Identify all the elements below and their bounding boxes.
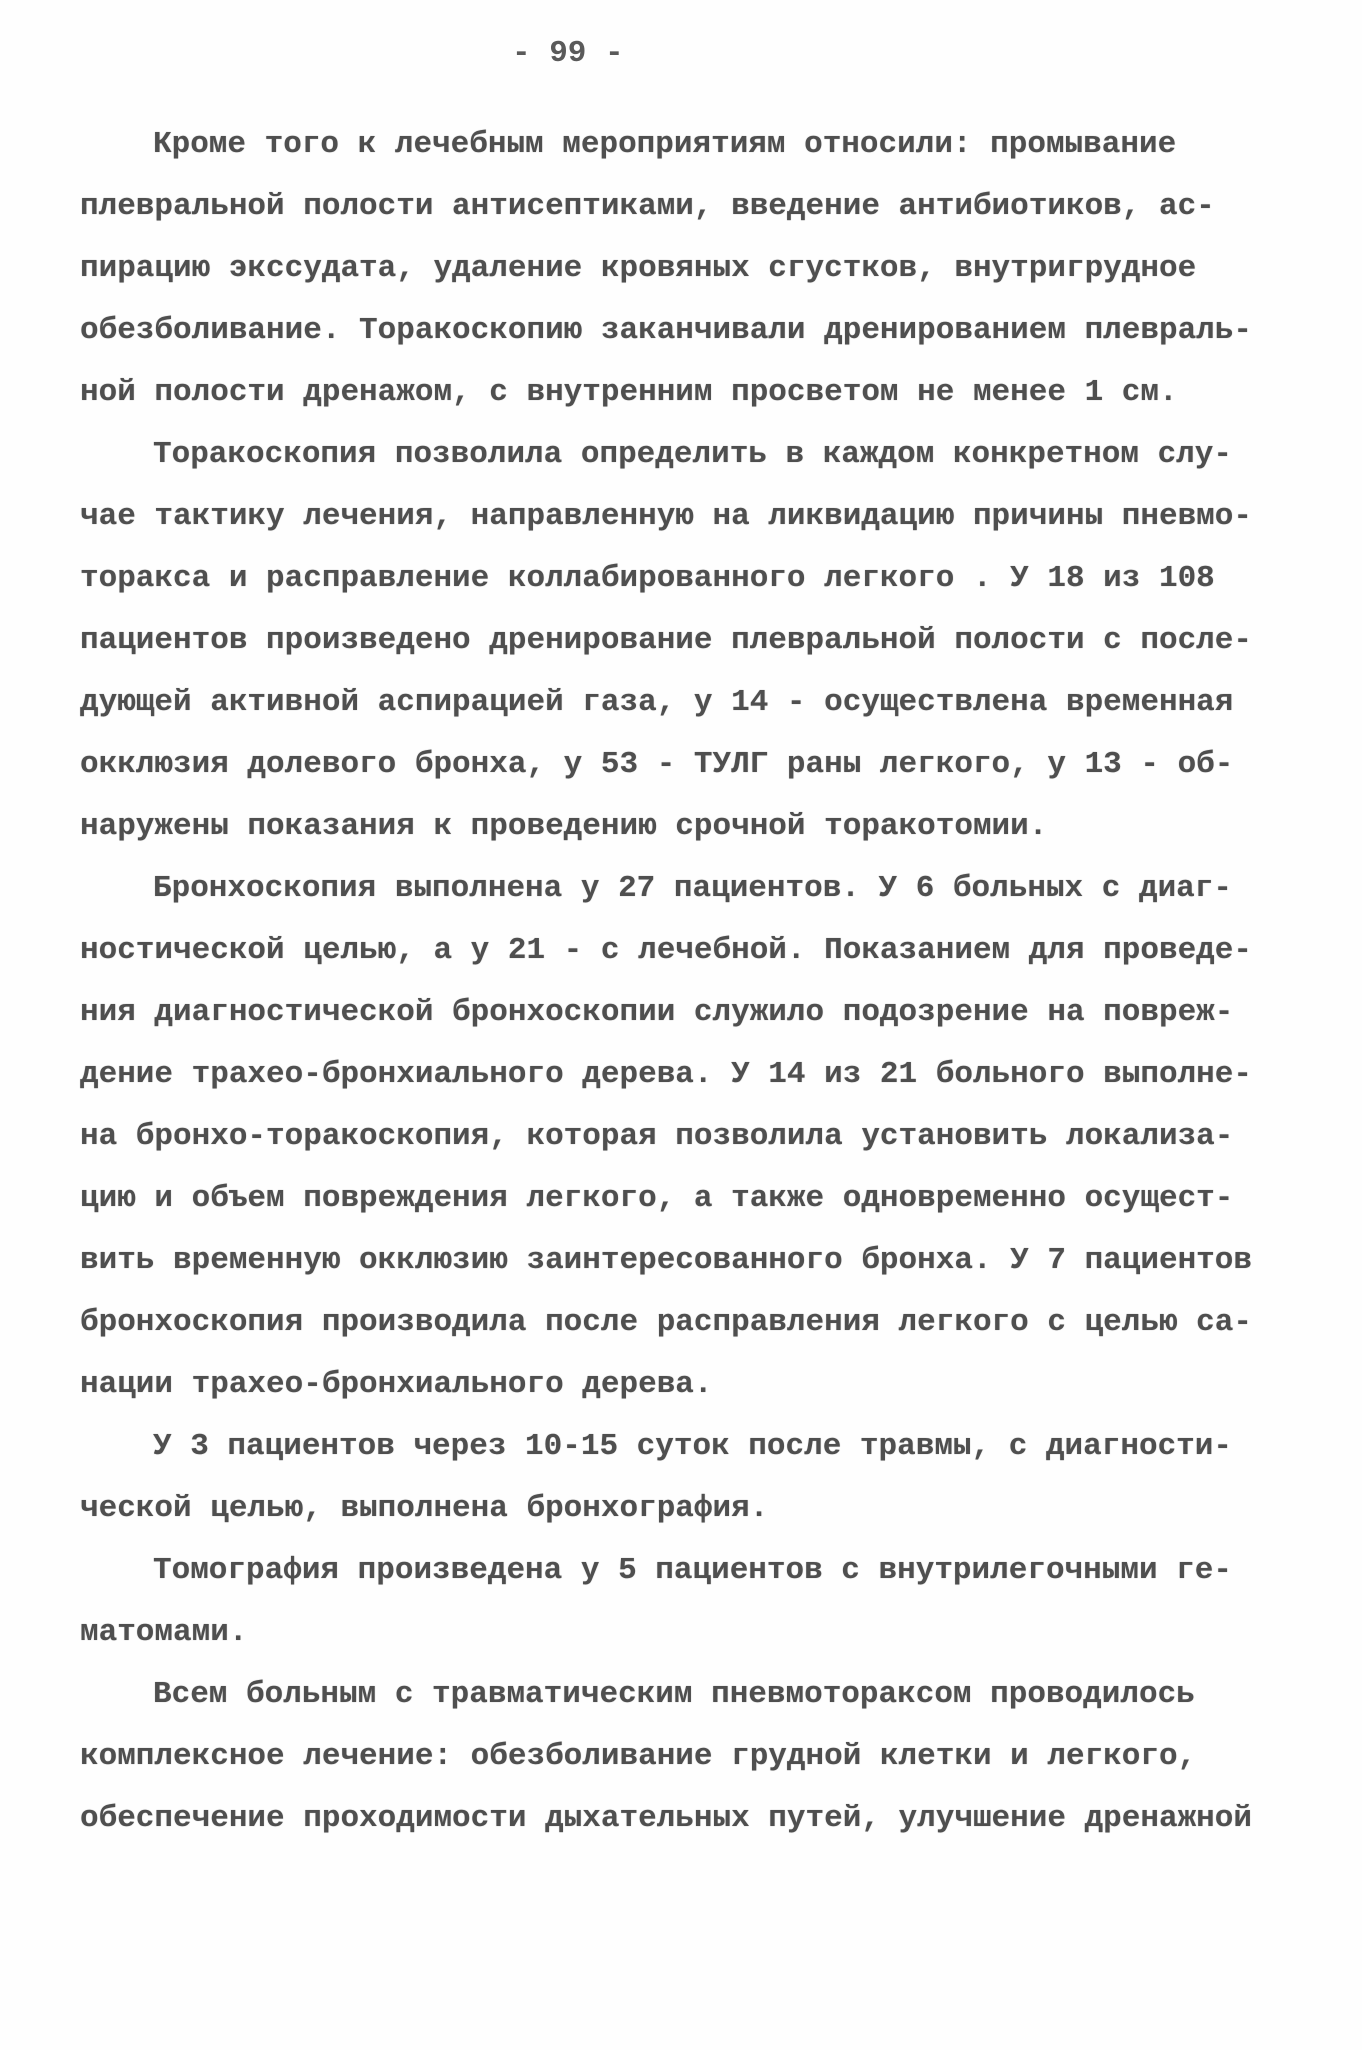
paragraph bbox=[80, 1664, 1320, 1850]
text-line: ностической целью, а у 21 - с лечебной. Показанием для проведе- bbox=[80, 933, 1252, 968]
paragraph bbox=[80, 1416, 1320, 1540]
text-line: плевральной полости антисептиками, введение антибиотиков, ас- bbox=[80, 189, 1215, 224]
text-line: наружены показания к проведению срочной торакотомии. bbox=[80, 809, 1048, 844]
text-line: чае тактику лечения, направленную на ликвидацию причины пневмо- bbox=[80, 499, 1252, 534]
document-body bbox=[80, 114, 1320, 1850]
text-line: Кроме того к лечебным мероприятиям относили: промывание bbox=[153, 127, 1177, 162]
text-line: обезболивание. Торакоскопию заканчивали дренированием плевраль- bbox=[80, 313, 1252, 348]
text-line: Томография произведена у 5 пациентов с внутрилегочными ге- bbox=[153, 1553, 1232, 1588]
text-line: ной полости дренажом, с внутренним просветом не менее 1 см. bbox=[80, 375, 1178, 410]
text-line: Всем больным с травматическим пневмотораксом проводилось bbox=[153, 1677, 1195, 1712]
paragraph bbox=[80, 424, 1320, 858]
text-line: комплексное лечение: обезболивание грудной клетки и легкого, bbox=[80, 1739, 1197, 1774]
text-line: Бронхоскопия выполнена у 27 пациентов. У 6 больных с диаг- bbox=[153, 871, 1232, 906]
text-line: ния диагностической бронхоскопии служило подозрение на повреж- bbox=[80, 995, 1234, 1030]
text-line: бронхоскопия производила после расправления легкого с целью са- bbox=[80, 1305, 1252, 1340]
text-line: У 3 пациентов через 10-15 суток после травмы, с диагности- bbox=[153, 1429, 1232, 1464]
paragraph bbox=[80, 114, 1320, 424]
text-line: на бронхо-торакоскопия, которая позволила установить локализа- bbox=[80, 1119, 1234, 1154]
text-line: окклюзия долевого бронха, у 53 - ТУЛГ раны легкого, у 13 - об- bbox=[80, 747, 1234, 782]
text-line: Торакоскопия позволила определить в каждом конкретном слу- bbox=[153, 437, 1232, 472]
page-number: - 99 - bbox=[512, 36, 624, 71]
text-line: вить временную окклюзию заинтересованного бронха. У 7 пациентов bbox=[80, 1243, 1252, 1278]
text-line: нации трахео-бронхиального дерева. bbox=[80, 1367, 713, 1402]
text-line: торакса и расправление коллабированного легкого . У 18 из 108 bbox=[80, 561, 1215, 596]
paragraph bbox=[80, 1540, 1320, 1664]
text-line: обеспечение проходимости дыхательных путей, улучшение дренажной bbox=[80, 1801, 1252, 1836]
paragraph bbox=[80, 858, 1320, 1416]
text-line: дение трахео-бронхиального дерева. У 14 из 21 больного выполне- bbox=[80, 1057, 1252, 1092]
text-line: ческой целью, выполнена бронхография. bbox=[80, 1491, 769, 1526]
text-line: матомами. bbox=[80, 1615, 248, 1650]
text-line: дующей активной аспирацией газа, у 14 - осуществлена временная bbox=[80, 685, 1234, 720]
text-line: цию и объем повреждения легкого, а также одновременно осущест- bbox=[80, 1181, 1234, 1216]
text-line: пирацию экссудата, удаление кровяных сгустков, внутригрудное bbox=[80, 251, 1197, 286]
text-line: пациентов произведено дренирование плевральной полости с после- bbox=[80, 623, 1252, 658]
